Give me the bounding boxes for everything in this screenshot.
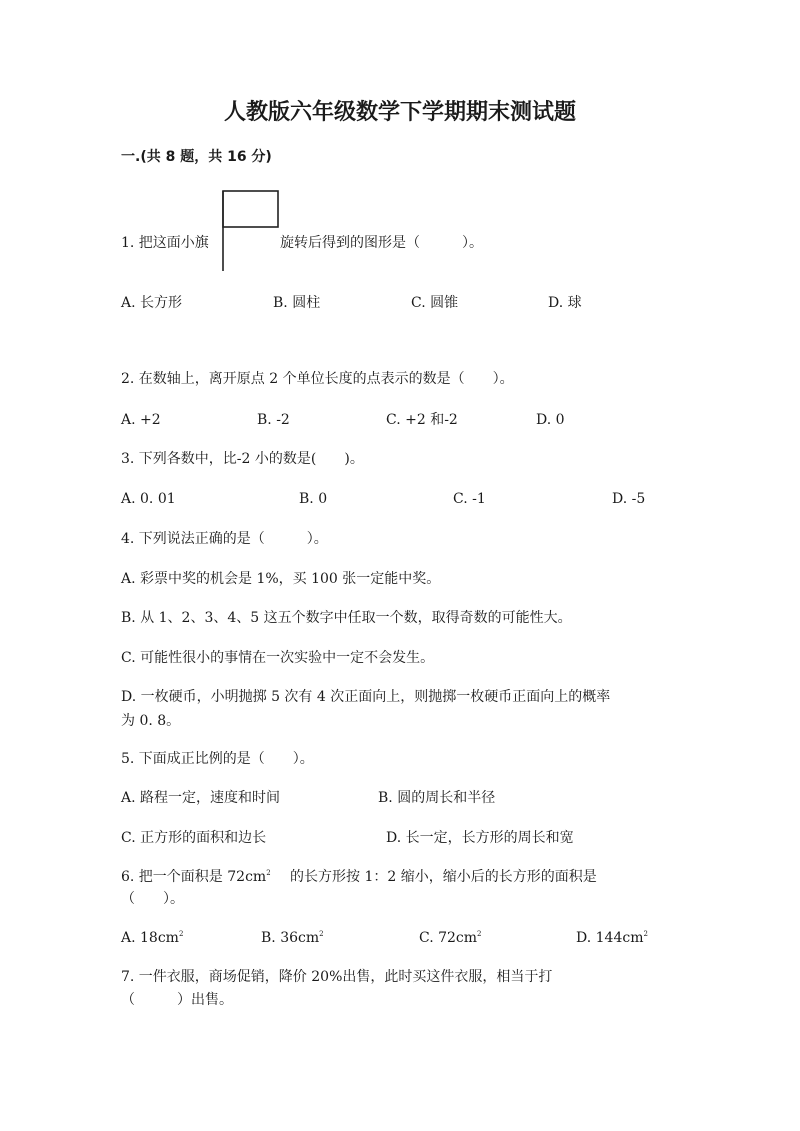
question-5-stem: 5. 下面成正比例的是（ ）。 (121, 751, 314, 767)
option-text: A. 18cm (121, 930, 179, 946)
squared-superscript: 2 (266, 869, 271, 877)
question-5-option-b[interactable]: B. 圆的周长和半径 (378, 790, 496, 806)
squared-superscript: 2 (319, 930, 324, 938)
question-1-option-a[interactable]: A. 长方形 (121, 295, 183, 311)
question-6-option-c[interactable] (419, 929, 482, 947)
section-heading: 一.(共 8 题，共 16 分) (121, 149, 272, 165)
question-3-option-b[interactable]: B. 0 (299, 491, 328, 507)
question-2-option-a[interactable]: A. +2 (121, 412, 161, 428)
question-1-option-c[interactable]: C. 圆锥 (411, 295, 459, 311)
question-2-option-b[interactable]: B. -2 (257, 412, 290, 428)
squared-superscript: 2 (643, 930, 648, 938)
option-text: C. 72cm (419, 930, 478, 946)
question-5-option-a[interactable]: A. 路程一定，速度和时间 (121, 790, 281, 806)
question-2-option-d[interactable]: D. 0 (536, 412, 565, 428)
page-title: 人教版六年级数学下学期期末测试题 (223, 100, 576, 125)
question-4-stem: 4. 下列说法正确的是（ ）。 (121, 531, 328, 547)
squared-superscript: 2 (477, 930, 482, 938)
squared-superscript: 2 (178, 930, 184, 938)
question-3-option-d[interactable]: D. -5 (612, 491, 646, 507)
question-3-option-c[interactable]: C. -1 (453, 491, 486, 507)
question-1-option-b[interactable]: B. 圆柱 (273, 295, 321, 311)
question-2-option-c[interactable]: C. +2 和-2 (386, 412, 458, 428)
question-7-stem-continued: （ ）出售。 (121, 992, 233, 1008)
question-6-stem-blank: （ ）。 (121, 891, 184, 907)
question-4-option-c[interactable]: C. 可能性很小的事情在一次实验中一定不会发生。 (121, 650, 435, 666)
question-3-stem: 3. 下列各数中，比-2 小的数是( )。 (121, 451, 364, 467)
question-1-stem-continued: 旋转后得到的图形是（ ）。 (280, 235, 483, 251)
question-4-option-a[interactable]: A. 彩票中奖的机会是 1%，买 100 张一定能中奖。 (121, 571, 441, 587)
question-1-stem: 1. 把这面小旗 (121, 235, 209, 251)
question-4-option-d-continued[interactable]: 为 0. 8。 (121, 713, 181, 729)
question-6-stem-text: 6. 把一个面积是 72cm (121, 869, 267, 885)
question-6-option-b[interactable] (261, 929, 324, 947)
question-6-stem (121, 868, 271, 886)
question-6-option-a[interactable] (121, 929, 183, 947)
question-4-option-d[interactable]: D. 一枚硬币，小明抛掷 5 次有 4 次正面向上，则抛掷一枚硬币正面向上的概率 (121, 689, 611, 705)
question-4-option-b[interactable]: B. 从 1、2、3、4、5 这五个数字中任取一个数，取得奇数的可能性大。 (121, 610, 572, 626)
question-6-option-d[interactable] (576, 929, 648, 947)
option-text: D. 144cm (576, 930, 644, 946)
question-1-option-d[interactable]: D. 球 (548, 295, 582, 311)
question-3-option-a[interactable]: A. 0. 01 (121, 491, 176, 507)
question-2-stem: 2. 在数轴上，离开原点 2 个单位长度的点表示的数是（ ）。 (121, 371, 514, 387)
question-5-option-d[interactable]: D. 长一定，长方形的周长和宽 (386, 830, 574, 846)
option-text: B. 36cm (261, 930, 320, 946)
question-6-stem-continued: 的长方形按 1：2 缩小，缩小后的长方形的面积是 (290, 869, 597, 885)
flag-icon (221, 190, 281, 272)
question-5-option-c[interactable]: C. 正方形的面积和边长 (121, 830, 267, 846)
question-7-stem: 7. 一件衣服，商场促销，降价 20%出售，此时买这件衣服，相当于打 (121, 969, 553, 985)
